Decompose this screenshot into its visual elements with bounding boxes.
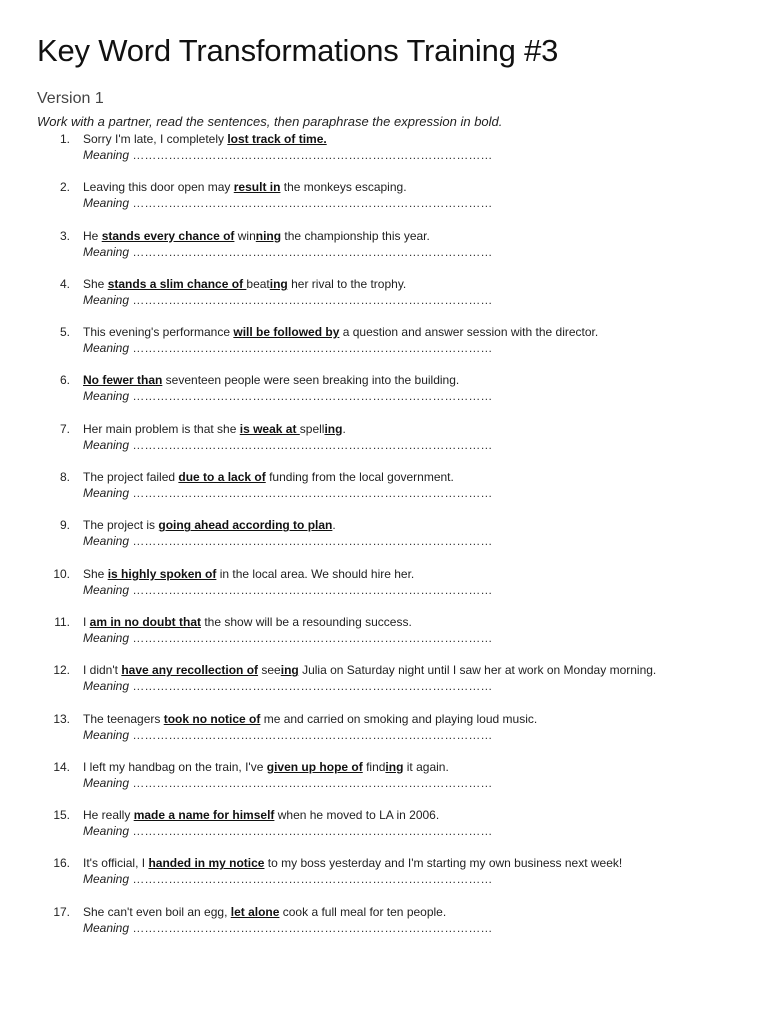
sentence-text: The project is xyxy=(83,518,159,533)
sentence-text: Her main problem is that she xyxy=(83,421,240,436)
bold-expression: made a name for himself xyxy=(133,808,275,823)
item-sentence xyxy=(83,855,622,871)
bold-expression: stands a slim chance of xyxy=(107,276,247,291)
sentence-text: I didn't xyxy=(83,663,122,678)
sentence-text: me and carried on smoking and playing loud music. xyxy=(260,711,538,726)
item-number: 6. xyxy=(59,373,70,388)
sentence-text: a question and answer session with the director. xyxy=(339,325,599,340)
sentence-text: He xyxy=(83,228,102,243)
sentence-text: The project failed xyxy=(83,470,179,485)
item-number: 2. xyxy=(59,180,70,195)
meaning-label: Meaning xyxy=(83,148,130,162)
exercise-item xyxy=(0,614,768,662)
bold-expression: given up hope of xyxy=(266,759,363,774)
sentence-text: when he moved to LA in 2006. xyxy=(274,808,440,823)
meaning-dots: ……………………………………………………………………………… xyxy=(129,630,493,645)
item-number: 1. xyxy=(59,132,70,146)
sentence-text: funding from the local government. xyxy=(265,470,454,485)
item-number: 12. xyxy=(53,663,70,678)
item-number: 9. xyxy=(59,518,70,533)
exercise-item xyxy=(0,228,768,276)
meaning-line xyxy=(83,147,492,163)
meaning-line xyxy=(83,195,492,211)
bold-expression: lost track of time. xyxy=(227,132,327,146)
meaning-line xyxy=(83,244,492,260)
sentence-text: beat xyxy=(246,276,270,291)
bold-expression: result in xyxy=(233,180,281,195)
sentence-text: win xyxy=(234,228,256,243)
bold-expression: handed in my notice xyxy=(148,856,265,871)
sentence-text: seventeen people were seen breaking into the building. xyxy=(162,373,460,388)
exercise-item xyxy=(0,131,768,179)
sentence-text: He really xyxy=(83,808,134,823)
meaning-dots: ……………………………………………………………………………… xyxy=(129,679,493,694)
meaning-label: Meaning xyxy=(83,920,130,935)
exercise-item xyxy=(0,179,768,227)
meaning-label: Meaning xyxy=(83,437,130,452)
exercise-item xyxy=(0,566,768,614)
item-sentence xyxy=(83,131,327,147)
bold-expression: due to a lack of xyxy=(178,470,266,485)
meaning-label: Meaning xyxy=(83,679,130,694)
meaning-line xyxy=(83,920,492,936)
meaning-line xyxy=(83,388,492,404)
sentence-text: cook a full meal for ten people. xyxy=(279,904,447,919)
item-sentence xyxy=(83,179,407,195)
bold-expression: is highly spoken of xyxy=(107,566,217,581)
sentence-text: spell xyxy=(299,421,325,436)
item-sentence xyxy=(83,421,346,437)
meaning-line xyxy=(83,533,492,549)
meaning-dots: ……………………………………………………………………………… xyxy=(129,196,493,211)
bold-expression: ning xyxy=(255,228,282,243)
item-sentence xyxy=(83,904,446,920)
sentence-text: Sorry I'm late, I completely xyxy=(83,132,228,146)
page-title: Key Word Transformations Training #3 xyxy=(37,33,559,68)
bold-expression: ing xyxy=(269,276,288,291)
meaning-dots: ……………………………………………………………………………… xyxy=(129,486,493,501)
item-sentence xyxy=(83,372,459,388)
meaning-line xyxy=(83,582,492,598)
meaning-dots: ……………………………………………………………………………… xyxy=(129,244,493,259)
meaning-dots: ……………………………………………………………………………… xyxy=(129,582,493,597)
sentence-text: The teenagers xyxy=(83,711,164,726)
bold-expression: stands every chance of xyxy=(101,228,235,243)
meaning-dots: ……………………………………………………………………………… xyxy=(129,872,493,887)
item-number: 7. xyxy=(59,421,70,436)
sentence-text: . xyxy=(342,421,346,436)
meaning-dots: ……………………………………………………………………………… xyxy=(129,341,493,356)
meaning-label: Meaning xyxy=(83,534,130,549)
meaning-line xyxy=(83,292,492,308)
sentence-text: Leaving this door open may xyxy=(83,180,234,195)
sentence-text: the championship this year. xyxy=(281,228,430,243)
bold-expression: No fewer than xyxy=(83,373,163,388)
exercise-item xyxy=(0,517,768,565)
meaning-label: Meaning xyxy=(83,341,130,356)
item-number: 5. xyxy=(59,325,70,340)
item-number: 13. xyxy=(53,711,70,726)
item-number: 14. xyxy=(53,759,70,774)
meaning-dots: ……………………………………………………………………………… xyxy=(129,727,493,742)
meaning-label: Meaning xyxy=(83,630,130,645)
meaning-dots: ……………………………………………………………………………… xyxy=(129,389,493,404)
exercise-item xyxy=(0,372,768,420)
item-sentence xyxy=(83,469,454,485)
item-sentence xyxy=(83,807,439,823)
exercise-item xyxy=(0,855,768,903)
sentence-text: She can't even boil an egg, xyxy=(83,904,231,919)
meaning-dots: ……………………………………………………………………………… xyxy=(129,920,493,935)
meaning-label: Meaning xyxy=(83,872,130,887)
meaning-dots: ……………………………………………………………………………… xyxy=(129,775,493,790)
meaning-label: Meaning xyxy=(83,727,130,742)
bold-expression: ing xyxy=(385,759,404,774)
exercise-item xyxy=(0,904,768,952)
item-number: 11. xyxy=(54,614,70,629)
meaning-dots: ……………………………………………………………………………… xyxy=(129,292,493,307)
sentence-text: I xyxy=(83,614,90,629)
item-number: 15. xyxy=(53,808,70,823)
item-sentence xyxy=(83,759,449,775)
meaning-line xyxy=(83,678,492,694)
bold-expression: have any recollection of xyxy=(121,663,259,678)
meaning-line xyxy=(83,340,492,356)
sentence-text: find xyxy=(362,759,386,774)
bold-expression: took no notice of xyxy=(163,711,261,726)
meaning-label: Meaning xyxy=(83,582,130,597)
item-sentence xyxy=(83,566,414,582)
bold-expression: let alone xyxy=(230,904,280,919)
exercise-item xyxy=(0,421,768,469)
exercise-item xyxy=(0,469,768,517)
meaning-label: Meaning xyxy=(83,244,130,259)
exercise-item xyxy=(0,807,768,855)
item-sentence xyxy=(83,662,656,678)
exercise-item xyxy=(0,711,768,759)
exercise-item xyxy=(0,662,768,710)
sentence-text: Julia on Saturday night until I saw her at work on Monday morning. xyxy=(298,663,657,678)
item-number: 10. xyxy=(53,566,70,581)
bold-expression: ing xyxy=(280,663,299,678)
meaning-dots: ……………………………………………………………………………… xyxy=(129,824,493,839)
sentence-text: it again. xyxy=(403,759,449,774)
meaning-label: Meaning xyxy=(83,196,130,211)
meaning-line xyxy=(83,823,492,839)
sentence-text: her rival to the trophy. xyxy=(287,276,407,291)
meaning-label: Meaning xyxy=(83,824,130,839)
item-number: 16. xyxy=(53,856,70,871)
meaning-label: Meaning xyxy=(83,389,130,404)
meaning-dots: ……………………………………………………………………………… xyxy=(129,437,493,452)
item-sentence xyxy=(83,614,412,630)
exercise-item xyxy=(0,276,768,324)
sentence-text: the monkeys escaping. xyxy=(280,180,407,195)
exercise-item xyxy=(0,324,768,372)
version-heading: Version 1 xyxy=(37,90,104,107)
exercise-list xyxy=(0,131,768,952)
bold-expression: ing xyxy=(324,421,343,436)
meaning-line xyxy=(83,437,492,453)
item-number: 17. xyxy=(53,904,70,919)
sentence-text: I left my handbag on the train, I've xyxy=(83,759,267,774)
meaning-label: Meaning xyxy=(83,486,130,501)
instruction-text: Work with a partner, read the sentences, then paraphrase the expression in bold. xyxy=(37,114,503,129)
bold-expression: is weak at xyxy=(239,421,300,436)
meaning-line xyxy=(83,485,492,501)
bold-expression: am in no doubt that xyxy=(89,614,201,629)
sentence-text: . xyxy=(332,518,336,533)
meaning-label: Meaning xyxy=(83,292,130,307)
item-number: 8. xyxy=(59,470,70,485)
item-sentence xyxy=(83,276,406,292)
item-sentence xyxy=(83,228,430,244)
meaning-line xyxy=(83,727,492,743)
item-sentence xyxy=(83,711,537,727)
sentence-text: to my boss yesterday and I'm starting my own business next week! xyxy=(264,856,623,871)
exercise-item xyxy=(0,759,768,807)
sentence-text: She xyxy=(83,276,108,291)
item-sentence xyxy=(83,324,598,340)
meaning-line xyxy=(83,630,492,646)
meaning-line xyxy=(83,775,492,791)
bold-expression: will be followed by xyxy=(233,325,340,340)
meaning-label: Meaning xyxy=(83,775,130,790)
sentence-text: This evening's performance xyxy=(83,325,234,340)
sentence-text: see xyxy=(258,663,281,678)
meaning-line xyxy=(83,871,492,887)
item-sentence xyxy=(83,517,336,533)
item-number: 4. xyxy=(59,276,70,291)
sentence-text: She xyxy=(83,566,108,581)
meaning-dots: ……………………………………………………………………………… xyxy=(129,148,493,162)
sentence-text: It's official, I xyxy=(83,856,149,871)
sentence-text: the show will be a resounding success. xyxy=(201,614,412,629)
item-number: 3. xyxy=(59,228,70,243)
sentence-text: in the local area. We should hire her. xyxy=(216,566,415,581)
meaning-dots: ……………………………………………………………………………… xyxy=(129,534,493,549)
bold-expression: going ahead according to plan xyxy=(158,518,333,533)
